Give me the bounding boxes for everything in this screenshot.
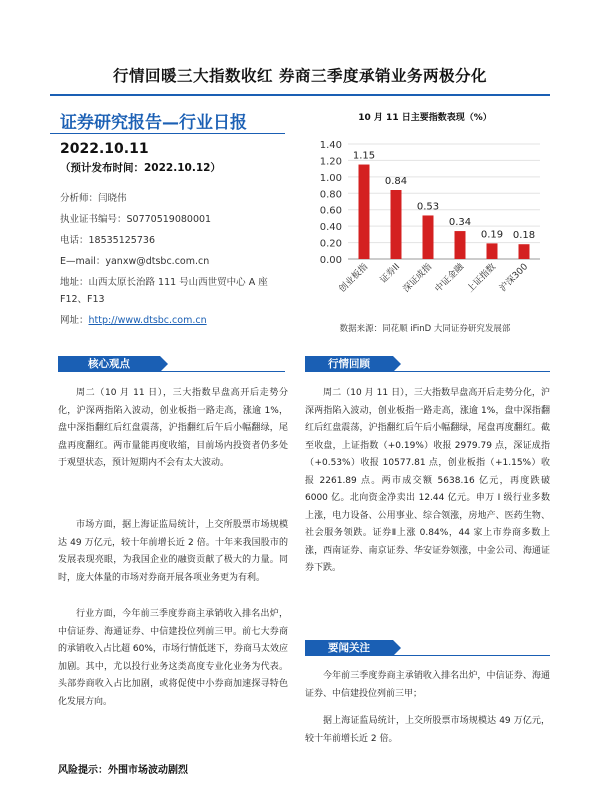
analyst-name: 分析师：闫晓伟 (60, 193, 127, 204)
market-review-divider (305, 371, 550, 372)
chart-xtick-label: 证券II (378, 262, 403, 286)
chart-xtick-label: 沪深300 (498, 262, 531, 295)
chart-bar (391, 190, 402, 259)
chart-data-label: 0.84 (384, 176, 408, 187)
chart-data-label: 1.15 (352, 150, 376, 162)
report-type-divider (50, 133, 285, 134)
chart-ytick-label: 1.40 (319, 140, 342, 151)
website-link[interactable]: http://www.dtsbc.com.cn (88, 315, 207, 326)
news-header: 要闻关注 (305, 640, 393, 656)
index-performance-chart (300, 126, 550, 320)
chart-xtick-label: 创业板指 (337, 262, 371, 295)
analyst-cert: 执业证书编号：S0770519080001 (60, 214, 212, 225)
report-date: 2022.10.11 (60, 141, 149, 157)
chart-data-label: 0.34 (448, 217, 472, 229)
news-item-underwriting: 今年前三季度券商主承销收入排名出炉，中信证券、海通证券、中信建投位列前三甲； (305, 671, 550, 699)
chart-bar (423, 215, 434, 259)
chart-ytick-label: 1.00 (319, 172, 342, 184)
chart-bar (359, 165, 370, 259)
core-paragraph-market-review: 周二（10 月 11 日），三大指数早盘高开后走势分化，沪深两指陷入波动，创业板指一路走高，涨逾 1%，盘中深指翻红后红盘震荡，沪指翻红后午后小幅翻绿，尾盘再度翻红。两市量能再度收缩，目前场内投资者仍多处于观望状态，预计短期内不会有太大波动。 (58, 388, 288, 468)
chart-xtick-label: 深证成指 (401, 262, 435, 295)
chart-bar (487, 243, 498, 259)
chart-ytick-label: 0.80 (319, 189, 342, 201)
chart-bar (519, 244, 530, 259)
publish-time: （预计发布时间：2022.10.12） (60, 162, 221, 174)
chart-bar (455, 231, 466, 259)
page-title: 行情回暖三大指数收红 券商三季度承销业务两极分化 (113, 67, 487, 85)
title-divider (50, 94, 550, 96)
chart-source: 数据来源：同花顺 iFinD 大同证券研究发展部 (339, 324, 511, 334)
market-review-paragraph: 周二（10 月 11 日），三大指数早盘高开后走势分化，沪深两指陷入波动，创业板指一路走高，涨逾 1%，盘中深指翻红后红盘震荡，沪指翻红后午后小幅翻绿，尾盘再度翻红。截至收盘，上证指数（+0.19%）收报 2979.79 点，深证成指（+0.53%）收报 10577.81 点，创业板指（+1.15%）收报 2261.89 点。两市成交额 5638.16 亿元，再度跌破 6000 亿。北向资金净卖出 12.44 亿元。申万 I 级行业多数上涨，电力设备、公用事业、综合领涨，房地产、医药生物、社会服务领跌。证券Ⅱ上涨 0.84%，44 家上市券商多数上涨，西南证券、南京证券、华安证券领涨，中金公司、海通证券下跌。 (305, 388, 550, 573)
chart-xtick-label: 中证金融 (433, 262, 467, 295)
chart-ytick-label: 0.20 (319, 238, 342, 250)
chart-title: 10 月 11 日主要指数表现（%） (358, 113, 492, 123)
website-label: 网址： (60, 315, 89, 326)
analyst-phone: 电话：18535125736 (60, 235, 155, 246)
chart-xtick-label: 上证指数 (465, 262, 499, 295)
core-view-divider (58, 371, 285, 372)
chart-ytick-label: 0.40 (319, 222, 342, 234)
news-divider (305, 655, 550, 656)
core-paragraph-industry: 行业方面，今年前三季度券商主承销收入排名出炉，中信证券、海通证券、中信建投位列前三甲。前七大券商的承销收入占比超 60%，市场行情低迷下，券商马太效应加剧。其中，尤以投行业务这类高度专业化业务为代表。头部券商收入占比加剧，或将促使中小券商加速探寻特色化发展方向。 (58, 609, 288, 707)
market-review-header: 行情回顾 (305, 356, 393, 372)
website-row (60, 313, 207, 329)
analyst-address-cont: F12、F13 (60, 294, 105, 305)
core-paragraph-market: 市场方面，据上海证监局统计，上交所股票市场规模达 49 万亿元，较十年前增长近 2 倍。十年来我国股市的发展表现亮眼，为我国企业的融资贡献了极大的力量。同时，庞大体量的市场对券商开展各项业务更为有利。 (58, 520, 288, 583)
chart-ytick-label: 0.00 (319, 255, 342, 266)
chart-ytick-label: 0.60 (319, 205, 342, 217)
analyst-address: 地址：山西太原长治路 111 号山西世贸中心 A 座 (60, 277, 268, 288)
news-item-market-size: 据上海证监局统计，上交所股票市场规模达 49 万亿元，较十年前增长近 2 倍。 (305, 716, 550, 744)
chart-data-label: 0.53 (416, 201, 440, 213)
analyst-email: E—mail：yanxw@dtsbc.com.cn (60, 256, 210, 267)
chart-data-label: 0.19 (480, 229, 504, 241)
core-view-header: 核心观点 (58, 356, 160, 372)
risk-warning: 风险提示：外围市场波动剧烈 (58, 765, 188, 776)
chart-data-label: 0.18 (512, 230, 536, 242)
chart-ytick-label: 1.20 (319, 156, 342, 168)
report-type: 证券研究报告—行业日报 (60, 113, 247, 133)
